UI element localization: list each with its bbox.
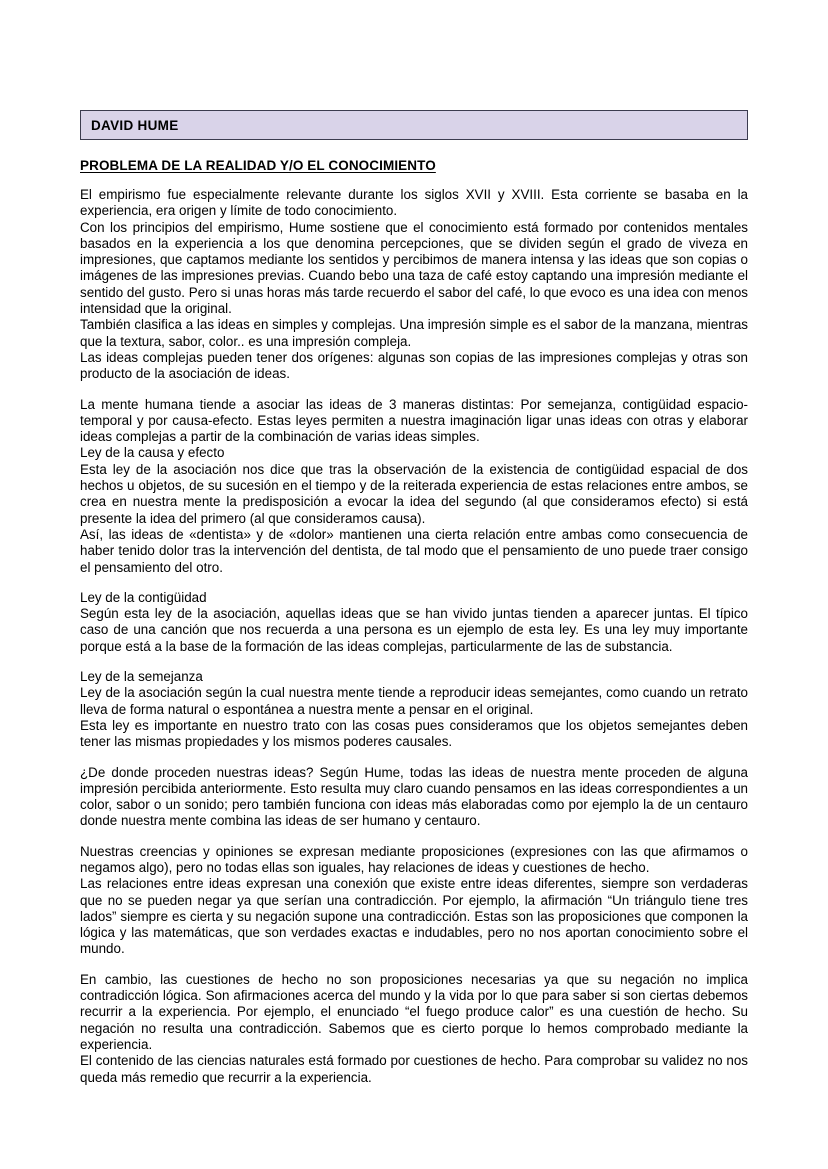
body-paragraph: También clasifica a las ideas en simples y complejas. Una impresión simple es el sabor de la manzana, mientras que la textura, sabor, color.. es una impresión compleja. <box>80 317 748 349</box>
body-paragraph: Las relaciones entre ideas expresan una conexión que existe entre ideas diferentes, siempre son verdaderas que no se pueden negar ya que serían una contradicción. Por ejemplo, la afirmación “Un triángulo tiene tres lados” siempre es cierta y su negación supone una contradicción. Estas son las proposiciones que componen la lógica y las matemáticas, que son verdades exactas e indudables, pero no nos aportan conocimiento sobre el mundo. <box>80 876 748 957</box>
document-content <box>80 110 748 1086</box>
body-paragraph: En cambio, las cuestiones de hecho no son proposiciones necesarias ya que su negación no implica contradicción lógica. Son afirmaciones acerca del mundo y la vida por lo que para saber si son ciertas debemos recurrir a la experiencia. Por ejemplo, el enunciado “el fuego produce calor” es una cuestión de hecho. Su negación no resulta una contradicción. Sabemos que es cierto porque lo hemos comprobado mediante la experiencia. <box>80 971 748 1052</box>
body-paragraph: Según esta ley de la asociación, aquellas ideas que se han vivido juntas tienden a aparecer juntas. El típico caso de una canción que nos recuerda a una persona es un ejemplo de esta ley. Es una ley muy importante porque está a la base de la formación de las ideas complejas, particularmente de las de substancia. <box>80 606 748 654</box>
document-body <box>80 187 748 1086</box>
body-paragraph: ¿De donde proceden nuestras ideas? Según Hume, todas las ideas de nuestra mente proceden de alguna impresión percibida anteriormente. Esto resulta muy claro cuando pensamos en las ideas correspondientes a un color, sabor o un sonido; pero también funciona con ideas más elaboradas como por ejemplo la de un centauro donde nuestra mente combina las ideas de ser humano y centauro. <box>80 764 748 829</box>
paragraph-spacer <box>80 655 748 669</box>
body-paragraph: Con los principios del empirismo, Hume sostiene que el conocimiento está formado por contenidos mentales basados en la experiencia a los que denomina percepciones, que se dividen según el grado de viveza en impresiones, que captamos mediante los sentidos y percibimos de manera intensa y las ideas que son copias o imágenes de las impresiones previas. Cuando bebo una taza de café estoy captando una impresión mediante el sentido del gusto. Pero si unas horas más tarde recuerdo el sabor del café, lo que evoco es una idea con menos intensidad que la original. <box>80 219 748 317</box>
body-paragraph: Esta ley es importante en nuestro trato con las cosas pues consideramos que los objetos semejantes deben tener las mismas propiedades y los mismos poderes causales. <box>80 717 748 750</box>
body-paragraph: Las ideas complejas pueden tener dos orígenes: algunas son copias de las impresiones complejas y otras son producto de la asociación de ideas. <box>80 349 748 382</box>
section-label: Ley de la contigüidad <box>80 589 207 605</box>
paragraph-spacer <box>80 958 748 972</box>
page-title: PROBLEMA DE LA REALIDAD Y/O EL CONOCIMIENTO <box>80 158 436 173</box>
paragraph-spacer <box>80 576 748 590</box>
body-paragraph: La mente humana tiende a asociar las ideas de 3 maneras distintas: Por semejanza, contigüidad espacio-temporal y por causa-efecto. Estas leyes permiten a nuestra imaginación ligar unas ideas con otras y elaborar ideas complejas a partir de la combinación de varias ideas simples. <box>80 396 748 445</box>
paragraph-spacer <box>80 751 748 765</box>
body-paragraph: Nuestras creencias y opiniones se expresan mediante proposiciones (expresiones con las que afirmamos o negamos algo), pero no todas ellas son iguales, hay relaciones de ideas y cuestiones de hecho. <box>80 843 748 875</box>
section-label: Ley de la semejanza <box>80 669 203 685</box>
body-paragraph: Esta ley de la asociación nos dice que tras la observación de la existencia de contigüidad espacial de dos hechos u objetos, de su sucesión en el tiempo y de la reiterada experiencia de estas relaciones entre ambos, se crea en nuestra mente la predisposición a evocar la idea del segundo (al que consideramos efecto) si está presente la idea del primero (al que consideramos causa). <box>80 461 748 526</box>
section-label: Ley de la causa y efecto <box>80 445 225 461</box>
paragraph-spacer <box>80 830 748 844</box>
body-paragraph: Ley de la asociación según la cual nuestra mente tiende a reproducir ideas semejantes, como cuando un retrato lleva de forma natural o espontánea a nuestra mente a pensar en el original. <box>80 685 748 717</box>
body-paragraph: El contenido de las ciencias naturales está formado por cuestiones de hecho. Para comprobar su validez no nos queda más remedio que recurrir a la experiencia. <box>80 1053 748 1085</box>
body-paragraph: El empirismo fue especialmente relevante durante los siglos XVII y XVIII. Esta corriente se basaba en la experiencia, era origen y límite de todo conocimiento. <box>80 187 748 219</box>
document-title-label: DAVID HUME <box>91 117 179 133</box>
paragraph-spacer <box>80 383 748 397</box>
document-title-box <box>80 110 748 140</box>
body-paragraph: Así, las ideas de «dentista» y de «dolor» mantienen una cierta relación entre ambas como consecuencia de haber tenido dolor tras la intervención del dentista, de tal modo que el pensamiento de uno puede traer consigo el pensamiento del otro. <box>80 526 748 575</box>
